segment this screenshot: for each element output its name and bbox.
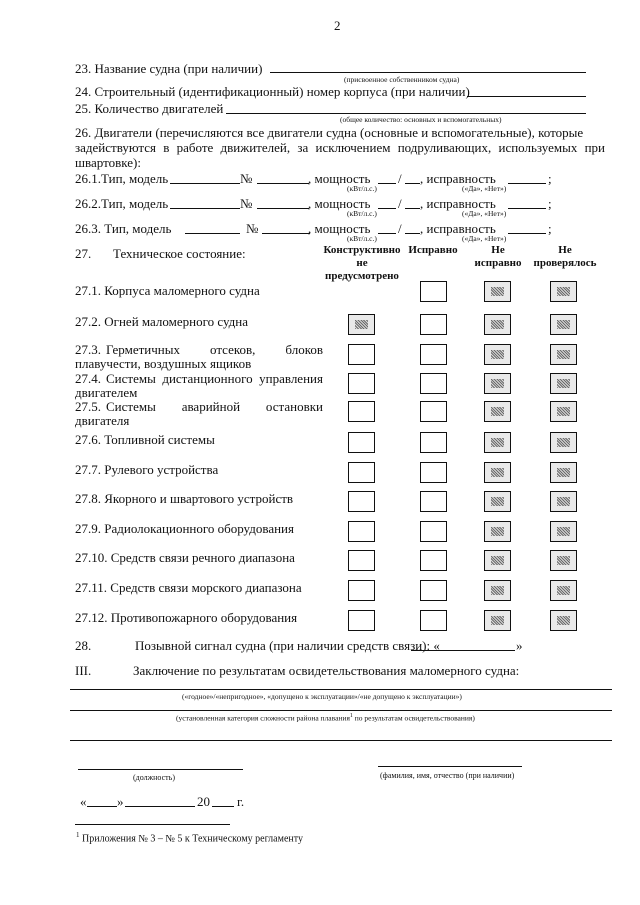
- checkbox-not-provided[interactable]: [348, 314, 375, 335]
- checkbox-not-provided[interactable]: [348, 580, 375, 601]
- column-header-ok: Исправно: [408, 244, 458, 256]
- checkbox-not-checked[interactable]: [550, 314, 577, 335]
- checkbox-faulty[interactable]: [484, 462, 511, 483]
- field-28-end: »: [516, 638, 523, 653]
- condition-row-label: 27.8. Якорного и швартового устройств: [75, 491, 294, 506]
- engine-line-end: ;: [548, 221, 552, 236]
- checkbox-not-provided[interactable]: [348, 521, 375, 542]
- page-number: 2: [334, 18, 341, 33]
- checkbox-not-checked[interactable]: [550, 521, 577, 542]
- engine-number-line[interactable]: [257, 183, 309, 184]
- checkbox-not-provided[interactable]: [348, 491, 375, 512]
- engine-power-label: , мощность: [308, 196, 371, 211]
- checkbox-not-provided[interactable]: [348, 432, 375, 453]
- condition-row-label: 27.3. Герметичных отсеков, блоков плавучести, воздушных ящиков: [75, 342, 323, 371]
- checkbox-not-checked[interactable]: [550, 281, 577, 302]
- condition-row-label: 27.7. Рулевого устройства: [75, 462, 219, 477]
- engine-model-line[interactable]: [170, 183, 240, 184]
- checkbox-not-checked[interactable]: [550, 432, 577, 453]
- field-26-text-3: швартовке):: [75, 155, 141, 170]
- checkbox-ok[interactable]: [420, 610, 447, 631]
- checkbox-faulty[interactable]: [484, 314, 511, 335]
- checkbox-not-checked[interactable]: [550, 491, 577, 512]
- engine-hp-line[interactable]: [405, 183, 420, 184]
- checkbox-not-checked[interactable]: [550, 373, 577, 394]
- date-open-quote: «: [80, 794, 87, 809]
- checkbox-not-checked[interactable]: [550, 550, 577, 571]
- engine-condition-line[interactable]: [508, 183, 546, 184]
- section-3-number: III.: [75, 663, 92, 678]
- checkbox-ok[interactable]: [420, 550, 447, 571]
- checkbox-faulty[interactable]: [484, 550, 511, 571]
- checkbox-ok[interactable]: [420, 344, 447, 365]
- column-header-faulty: Не исправно: [474, 244, 522, 269]
- engine-condition-hint: («Да», «Нет»): [462, 234, 507, 243]
- engine-condition-label: , исправность: [420, 171, 496, 186]
- field-26-text-1: 26. Двигатели (перечисляются все двигатели судна (основные и вспомогательные), которые: [75, 125, 584, 140]
- engine-type-label: 26.1.Тип, модель: [75, 171, 169, 186]
- checkbox-not-checked[interactable]: [550, 610, 577, 631]
- engine-kw-line[interactable]: [378, 233, 396, 234]
- engine-slash: /: [398, 221, 402, 236]
- conclusion-hint-1: («годное»/«непригодное», «допущено к эксплуатации»/«не допущено к эксплуатации»): [182, 692, 462, 701]
- engine-condition-line[interactable]: [508, 233, 546, 234]
- checkbox-not-provided[interactable]: [348, 550, 375, 571]
- engine-hp-line[interactable]: [405, 233, 420, 234]
- date-year-line[interactable]: [212, 806, 234, 807]
- engine-number-line[interactable]: [262, 233, 310, 234]
- checkbox-not-provided[interactable]: [348, 344, 375, 365]
- checkbox-faulty[interactable]: [484, 580, 511, 601]
- field-24-label: 24. Строительный (идентификационный) номер корпуса (при наличии): [75, 84, 470, 99]
- conclusion-line-3[interactable]: [70, 740, 612, 741]
- checkbox-faulty[interactable]: [484, 491, 511, 512]
- checkbox-ok[interactable]: [420, 281, 447, 302]
- position-hint: (должность): [133, 773, 175, 782]
- checkbox-ok[interactable]: [420, 521, 447, 542]
- field-24-line[interactable]: [467, 96, 586, 97]
- date-year-suffix: г.: [237, 794, 245, 809]
- section-27-title: Техническое состояние:: [113, 246, 246, 261]
- engine-power-hint: (кВт/л.с.): [347, 184, 377, 193]
- engine-type-label: 26.2.Тип, модель: [75, 196, 169, 211]
- engine-power-label: , мощность: [308, 221, 371, 236]
- field-28-label: Позывной сигнал судна (при наличии средств связи): «: [135, 638, 440, 653]
- checkbox-not-checked[interactable]: [550, 401, 577, 422]
- conclusion-hint-2: (установленная категория сложности района плавания$^1$ по результатам освидетельствования): [176, 713, 475, 723]
- name-line[interactable]: [378, 766, 522, 767]
- footnote-separator: [75, 824, 230, 825]
- field-25-hint: (общее количество: основных и вспомогательных): [340, 115, 502, 124]
- checkbox-faulty[interactable]: [484, 610, 511, 631]
- condition-row-label: 27.6. Топливной системы: [75, 432, 215, 447]
- checkbox-faulty[interactable]: [484, 401, 511, 422]
- engine-number-label: №: [240, 196, 253, 211]
- engine-model-line[interactable]: [170, 208, 240, 209]
- date-month-line[interactable]: [125, 806, 195, 807]
- checkbox-not-provided[interactable]: [348, 610, 375, 631]
- engine-model-line[interactable]: [185, 233, 240, 234]
- date-day-line[interactable]: [87, 806, 117, 807]
- checkbox-ok[interactable]: [420, 491, 447, 512]
- checkbox-faulty[interactable]: [484, 344, 511, 365]
- checkbox-ok[interactable]: [420, 314, 447, 335]
- checkbox-not-checked[interactable]: [550, 344, 577, 365]
- checkbox-not-checked[interactable]: [550, 462, 577, 483]
- column-header-not-provided: Конструктивно не предусмотрено: [323, 244, 401, 282]
- checkbox-faulty[interactable]: [484, 373, 511, 394]
- field-28-number: 28.: [75, 638, 92, 653]
- engine-kw-line[interactable]: [378, 183, 396, 184]
- field-26-text-2: задействуются в работе движителей, за исключением подруливающих, используемых при: [75, 140, 605, 155]
- checkbox-not-provided[interactable]: [348, 462, 375, 483]
- conclusion-line-2[interactable]: [70, 710, 612, 711]
- condition-row-label: 27.9. Радиолокационного оборудования: [75, 521, 294, 536]
- engine-kw-line[interactable]: [378, 208, 396, 209]
- engine-power-hint: (кВт/л.с.): [347, 234, 377, 243]
- condition-row-label: 27.10. Средств связи речного диапазона: [75, 550, 295, 565]
- checkbox-faulty[interactable]: [484, 521, 511, 542]
- condition-row-label: 27.12. Противопожарного оборудования: [75, 610, 298, 625]
- engine-power-label: , мощность: [308, 171, 371, 186]
- checkbox-ok[interactable]: [420, 401, 447, 422]
- column-header-not-checked: Не проверялось: [533, 244, 597, 269]
- position-line[interactable]: [78, 769, 243, 770]
- checkbox-not-provided[interactable]: [348, 401, 375, 422]
- condition-row-label: 27.4. Системы дистанционного управления двигателем: [75, 371, 323, 400]
- engine-condition-label: , исправность: [420, 221, 496, 236]
- field-23-label: 23. Название судна (при наличии): [75, 61, 263, 76]
- date-year-prefix: 20: [197, 794, 210, 809]
- engine-power-hint: (кВт/л.с.): [347, 209, 377, 218]
- footnote: $^1$ Приложения № 3 – № 5 к Техническому регламенту: [76, 831, 303, 845]
- section-27-number: 27.: [75, 246, 92, 261]
- section-3-title: Заключение по результатам освидетельствования маломерного судна:: [133, 663, 520, 678]
- engine-slash: /: [398, 171, 402, 186]
- checkbox-not-checked[interactable]: [550, 580, 577, 601]
- engine-condition-line[interactable]: [508, 208, 546, 209]
- condition-row-label: 27.5. Системы аварийной остановки двигателя: [75, 399, 323, 428]
- engine-line-end: ;: [548, 171, 552, 186]
- engine-type-label: 26.3. Тип, модель: [75, 221, 172, 236]
- checkbox-not-provided[interactable]: [348, 373, 375, 394]
- checkbox-ok[interactable]: [420, 432, 447, 453]
- engine-number-label: №: [240, 171, 253, 186]
- checkbox-ok[interactable]: [420, 580, 447, 601]
- engine-hp-line[interactable]: [405, 208, 420, 209]
- condition-row-label: 27.2. Огней маломерного судна: [75, 314, 248, 329]
- checkbox-ok[interactable]: [420, 462, 447, 483]
- date-close-quote: »: [117, 794, 124, 809]
- engine-slash: /: [398, 196, 402, 211]
- engine-number-line[interactable]: [257, 208, 309, 209]
- conclusion-line-1[interactable]: [70, 689, 612, 690]
- field-28-line[interactable]: [411, 650, 515, 651]
- checkbox-faulty[interactable]: [484, 281, 511, 302]
- condition-row-label: 27.1. Корпуса маломерного судна: [75, 283, 260, 298]
- condition-row-label: 27.11. Средств связи морского диапазона: [75, 580, 302, 595]
- field-23-hint: (присвоенное собственником судна): [344, 75, 460, 84]
- field-25-label: 25. Количество двигателей: [75, 101, 224, 116]
- field-25-line[interactable]: [226, 113, 586, 114]
- engine-number-label: №: [246, 221, 259, 236]
- checkbox-faulty[interactable]: [484, 432, 511, 453]
- checkbox-ok[interactable]: [420, 373, 447, 394]
- engine-condition-hint: («Да», «Нет»): [462, 209, 507, 218]
- engine-line-end: ;: [548, 196, 552, 211]
- engine-condition-label: , исправность: [420, 196, 496, 211]
- field-23-line[interactable]: [270, 72, 586, 73]
- engine-condition-hint: («Да», «Нет»): [462, 184, 507, 193]
- name-hint: (фамилия, имя, отчество (при наличии): [380, 771, 515, 780]
